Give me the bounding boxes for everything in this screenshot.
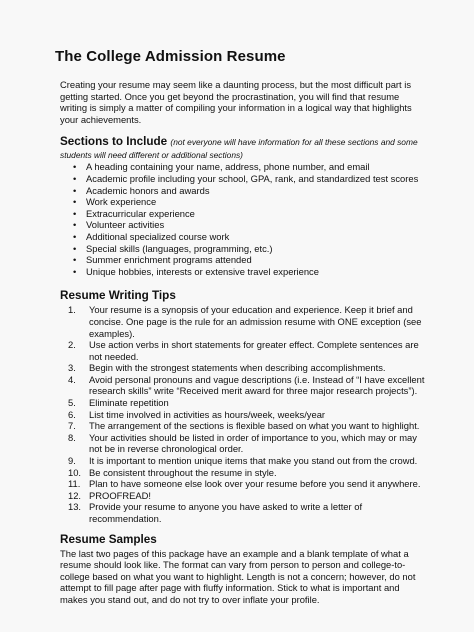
bullet-icon: • — [73, 254, 77, 266]
list-item-number: 5. — [68, 397, 76, 409]
list-item-text: Special skills (languages, programming, etc.) — [86, 242, 273, 254]
list-item — [68, 362, 428, 374]
list-item-number: 3. — [68, 362, 76, 374]
list-item-text: The arrangement of the sections is flexible based on what you want to highlight. — [89, 420, 420, 432]
tips-heading: Resume Writing Tips — [60, 289, 176, 303]
list-item-text: List time involved in activities as hours/week, weeks/year — [89, 408, 326, 420]
list-item-text: Unique hobbies, interests or extensive travel experience — [86, 265, 319, 277]
list-item-number: 13. — [68, 501, 82, 513]
list-item-number: 12. — [68, 489, 82, 501]
list-item-text: Academic profile including your school, GPA, rank, and standardized test scores — [86, 172, 419, 184]
list-item — [73, 185, 428, 197]
page-title: The College Admission Resume — [55, 48, 286, 65]
list-item-text: Volunteer activities — [86, 219, 165, 231]
list-item — [73, 208, 428, 220]
list-item-text: Begin with the strongest statements when describing accomplishments. — [89, 362, 386, 374]
list-item — [68, 501, 428, 524]
list-item — [68, 478, 428, 490]
list-item — [73, 243, 428, 255]
bullet-icon: • — [73, 207, 77, 219]
sections-heading — [60, 135, 428, 149]
list-item-text: Extracurricular experience — [86, 207, 195, 219]
list-item — [73, 266, 428, 278]
list-item-number: 6. — [68, 408, 76, 420]
list-item — [73, 231, 428, 243]
list-item — [68, 397, 428, 409]
bullet-icon: • — [73, 184, 77, 196]
list-item-number: 7. — [68, 420, 76, 432]
intro-paragraph: Creating your resume may seem like a daunting process, but the most difficult part is getting started. Once you get beyond the procrastination, you will find that resume writing is simply a matter of compiling your information in a logical way that highlights your achievements. — [60, 79, 412, 125]
list-item-text: Your activities should be listed in order of importance to you, which may or may not be in reverse chronological order. — [89, 431, 417, 455]
sections-note-line2: students will need different or additional sections) — [60, 150, 243, 161]
list-item-text: Avoid personal pronouns and vague descriptions (i.e. Instead of “I have excellent research skills” write “Received merit award for three major research projects”). — [89, 373, 425, 397]
list-item-text: Plan to have someone else look over your resume before you send it anywhere. — [89, 478, 421, 490]
bullet-icon: • — [73, 172, 77, 184]
list-item-number: 2. — [68, 339, 76, 351]
tips-list — [60, 304, 428, 524]
list-item-text: A heading containing your name, address, phone number, and email — [86, 161, 370, 173]
list-item-text: Be consistent throughout the resume in style. — [89, 466, 277, 478]
list-item — [73, 161, 428, 173]
list-item-text: Eliminate repetition — [89, 397, 169, 409]
samples-paragraph: The last two pages of this package have an example and a blank template of what a resume should look like. The format can vary from person to person and college-to-college based on what you want to highlight. Length is not a concern; however, do not attempt to fill page after page with fluffy information. Stick to what is important and makes you stand out, and do not try to over inflate your profile. — [60, 547, 416, 605]
list-item-text: Provide your resume to anyone you have asked to write a letter of recommendation. — [89, 501, 363, 524]
sections-heading-text: Sections to Include — [60, 135, 168, 149]
list-item — [68, 409, 428, 421]
sections-list — [60, 161, 428, 277]
list-item — [73, 254, 428, 266]
list-item-text: Additional specialized course work — [86, 230, 230, 242]
list-item — [68, 304, 428, 339]
samples-heading: Resume Samples — [60, 532, 157, 546]
list-item — [68, 490, 428, 502]
list-item-text: Work experience — [86, 196, 157, 208]
list-item — [68, 432, 428, 455]
sections-note-line1: (not everyone will have information for all these sections and some — [170, 137, 418, 148]
list-item-number: 11. — [68, 478, 81, 490]
list-item-number: 1. — [68, 304, 76, 316]
bullet-icon: • — [73, 196, 77, 208]
bullet-icon: • — [73, 161, 77, 173]
list-item-text: Academic honors and awards — [86, 184, 210, 196]
list-item — [68, 339, 428, 362]
list-item-number: 8. — [68, 431, 76, 443]
bullet-icon: • — [73, 242, 77, 254]
list-item — [73, 196, 428, 208]
list-item — [68, 420, 428, 432]
list-item-text: Your resume is a synopsis of your education and experience. Keep it brief and concise. One page is the rule for an admission resume with ONE exception (see examples). — [89, 304, 422, 339]
list-item — [68, 455, 428, 467]
list-item-number: 9. — [68, 455, 76, 467]
bullet-icon: • — [73, 219, 77, 231]
list-item-text: It is important to mention unique items that make you stand out from the crowd. — [89, 455, 418, 467]
list-item-text: PROOFREAD! — [89, 489, 151, 501]
list-item — [68, 374, 428, 397]
list-item — [68, 467, 428, 479]
list-item-number: 4. — [68, 373, 76, 385]
list-item-number: 10. — [68, 466, 82, 478]
list-item — [73, 173, 428, 185]
list-item-text: Use action verbs in short statements for greater effect. Complete sentences are not needed. — [89, 339, 419, 362]
bullet-icon: • — [73, 230, 77, 242]
list-item-text: Summer enrichment programs attended — [86, 254, 252, 266]
list-item — [73, 219, 428, 231]
bullet-icon: • — [73, 265, 77, 277]
